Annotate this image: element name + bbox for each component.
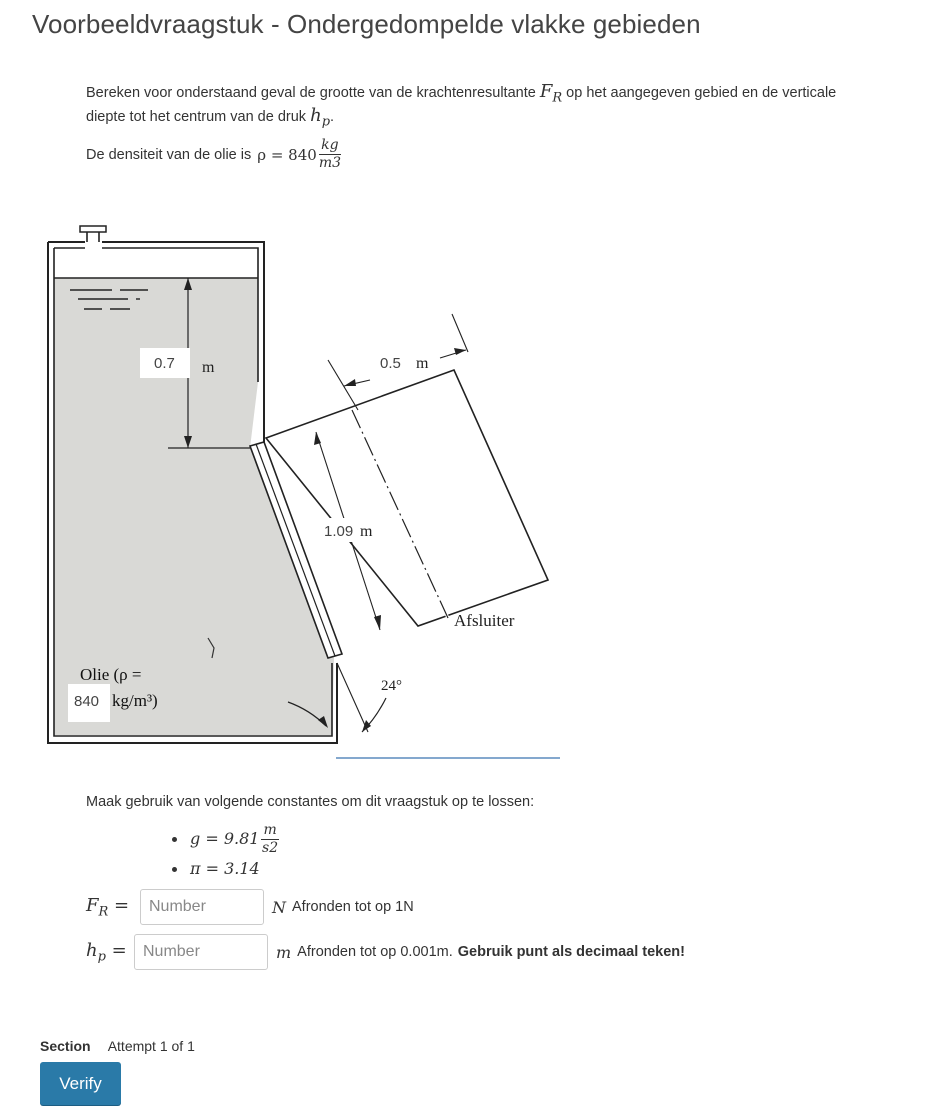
constants-intro: Maak gebruik van volgende constantes om dit vraagstuk op te lossen: bbox=[86, 794, 535, 810]
question-line-2 bbox=[86, 104, 334, 135]
oil-density-value: 840 bbox=[74, 693, 100, 710]
answer-row-fr bbox=[86, 889, 414, 925]
hp-input[interactable] bbox=[134, 934, 268, 970]
answer-row-hp bbox=[86, 934, 685, 970]
density-prefix: De densiteit van de olie is bbox=[86, 146, 252, 163]
angle-reference-line bbox=[337, 663, 368, 732]
constant-pi: π = 3.14 bbox=[172, 856, 279, 882]
hp-hint-bold: Gebruik punt als decimaal teken! bbox=[457, 944, 685, 960]
fr-unit: N bbox=[272, 897, 286, 917]
constant-g: g = 9.81 $\frac{m}{s2}$ bbox=[172, 822, 279, 856]
section-status bbox=[40, 1038, 195, 1054]
question-line2-suffix: . bbox=[330, 109, 335, 125]
width-value: 0.5 bbox=[380, 355, 401, 372]
oil-label-line1: Olie (ρ = bbox=[80, 665, 142, 684]
width-unit: m bbox=[416, 355, 429, 372]
gate-label: Afsluiter bbox=[454, 611, 515, 630]
angle-label: 24° bbox=[381, 678, 402, 694]
hp-hint: Afronden tot op 0.001m. bbox=[297, 944, 453, 960]
fr-input[interactable] bbox=[140, 889, 264, 925]
fr-answer-label: $F_R$ = bbox=[86, 894, 130, 920]
question-line2-prefix: diepte tot het centrum van de druk bbox=[86, 109, 307, 125]
length-value: 1.09 bbox=[324, 523, 354, 540]
question-line1-prefix: Bereken voor onderstaand geval de grootte van de krachtenresultante bbox=[86, 85, 536, 101]
question-line1-suffix: op het aangegeven gebied en de verticale bbox=[566, 85, 837, 101]
bullet-icon bbox=[172, 837, 177, 842]
depth-unit: m bbox=[202, 359, 215, 376]
fr-hint: Afronden tot op 1N bbox=[292, 899, 414, 915]
attempt-text: Attempt 1 of 1 bbox=[107, 1038, 195, 1054]
density-line bbox=[86, 137, 341, 172]
density-expression: ρ = 840 bbox=[257, 145, 317, 164]
vent-icon bbox=[80, 226, 106, 242]
constants-list bbox=[172, 822, 279, 882]
problem-figure bbox=[40, 212, 570, 762]
depth-value: 0.7 bbox=[154, 355, 175, 372]
hp-unit: m bbox=[276, 942, 292, 962]
length-unit: m bbox=[360, 523, 373, 540]
verify-button[interactable]: Verify bbox=[40, 1062, 121, 1105]
tank-gate-diagram bbox=[40, 212, 570, 762]
hp-symbol: $h_p$ bbox=[310, 105, 331, 130]
hp-answer-label: $h_p$ = bbox=[86, 939, 127, 965]
density-unit-fraction: $\frac{kg}{m3}$ bbox=[318, 137, 341, 171]
page-title: Voorbeeldvraagstuk - Ondergedompelde vlakke gebieden bbox=[32, 9, 701, 39]
oil-density-unit: kg/m³) bbox=[112, 691, 158, 710]
section-label: Section bbox=[40, 1038, 91, 1054]
fr-symbol: $F_R$ bbox=[539, 81, 563, 106]
bullet-icon bbox=[172, 867, 177, 872]
